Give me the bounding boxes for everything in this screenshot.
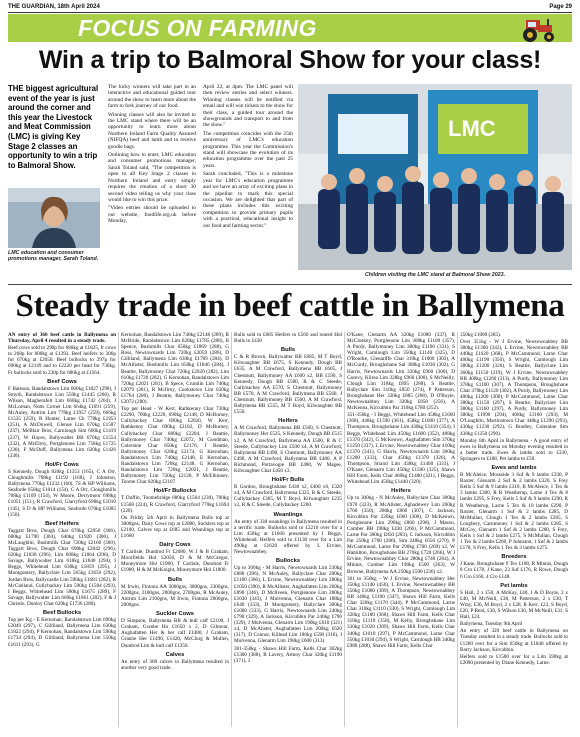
subheading: Beef Heifers [45, 520, 79, 527]
paragraph: Up to 300kg - N McAuley, Ballyclare Char 300kg £970 (323), R McAlister, Aghadowey Lim 260kg £760 (350), 280kg £860 (307), C Jackson, Kircubbin Par 220kg £660 (300), D McKeown, Portglenone Lim 298kg £800 (298), J Mason, Comber BB 198kg £430 (266), P McCammond, Larne Par 300kg £850 (283), C Jackson, Kircubbin Par 250kg £700 (280), Sim 248kg £650 (270), P McCammond, Larne Par 290kg £700 (269) x2, W Hamilton, Broughshane BB 270kg £720 (266), W J Ervine, Newtownabbey Char 280kg £740 (264), A Minnis, Comber Lim 190kg £500 (263), W Browne, Ballymena AA 250kg £590 (236) x2. [347, 495, 455, 575]
paragraph: Beef cows sold to 290p for 680kg at £1825, fr cows to 268p for 800kg at £1393. Beef heifers to 306p for 670kg at £2050. Beef bullocks to 297p for 690kg at £2149 and to £2220 per head for 730kg. Fr bullocks sold to 230p for 680kg at £1564. [8, 345, 116, 376]
paragraph: On Friday 5th April in Ballymena Bulls top at 3000gns, Dairy Cows top at £2080, Sucklers top at £2100, Calves top at £685 and Weanlings top at £1660 [121, 514, 229, 539]
subheading: Breeders [501, 554, 527, 561]
story1-intro: THE biggest agricultural event of the year is just around the corner and this year the Livestock and Meat Commission (LMC) is giving Key Stage 2 classes an opportunity to win a trip to Balmoral Show. [8, 84, 99, 170]
paragraph: Taggart Bros, Dough Char 670kg £2050 (306), 600kg £1790 (304), 640kg £1920 (300), J McLaughlin, Bushmills Char 720kg £2160 (300), Taggart Bros, Dough Char 690kg £2042 (296), 620kg £1838 (296), Lim 608kg £1864 (296), D Savage, Ballywalter Lim 618kg £1840 (294), I Beggs, Whitehead Lim 630kg £1859 (295), J Montgomery, Ballyclare Lim 565kg £1650 (292), Jordan Bros, Ballycastle Lim 596kg £1681 (282), R McClelland, Cullybackey Lim 590kg £1584 (293), I Beggs, Whitehead Lim 580kg £1675 (289), F Savage, Ballywalter Lim 660kg £1861 (282), F & J Christie, Dunloy Char 620kg £1736 (280). [8, 527, 116, 607]
story2-column-4 [347, 332, 455, 730]
paragraph: 301-350kg - Shaws Hill Farm, Kells Char 302kg £1300 (388), R Lavery, Armoy Char 320kg £1190 (371), J [234, 645, 342, 664]
paragraph: T Carlisle, Dundrod Fr £2080, W J & B Graham, Moorfields Hol £2050, D & M McGregor, Moneymore Hol £1900, T Carlisle, Dundrod Fr £1900, H & M McKnight, Moneymore Hol £1800. [121, 549, 229, 574]
story-divider [8, 284, 572, 285]
paragraph: A M Crawford, Ballymena BB £560, S Chestnutt, Ballymoney Her £525, S Kennedy, Dough BB £515 x2, A M Crawford, Ballymena AA £500, R & C Steede, Cullybackey Lim £500 x4, A M Crawford, Ballymena BB £490, S Chestnutt, Ballymoney AA £490, A M Crawford, Ballymena BB £480, A P Richmond, Portavogie BB £480, W Magee, Kilwaughter Char £450 x3. [234, 425, 342, 474]
paragraph: An entry of 330 weanlings in Ballymena resulted in a terrific trade. Bullocks sold to £2210 over for a Lim 458kg at £1660 presented by I Beggs, Whitehead. Heifers sold to £1130 over for a Lim 490kg at £1620 offered by L Ervine, Newtownabbey. [234, 518, 342, 556]
subheading: Hol/Fr Bullocks [153, 488, 197, 495]
subheading: Hol/Fr Cows [45, 461, 79, 468]
paragraph: Up to 300kg - M Harris, Newtownards Lim 230kg £880 (396), N McAuley, Ballyclare Char 200kg £1100 (366), L Ervine, Newtownabbey Lim 280kg £1050 (390), R McAllister, Aughafatten Lim 260kg £890 (346), D McIlveen, Portglenone Lim 280kg £1030 (343), J Mulvenna, Glenarm Char 188kg £640 (333), D Montgomery, Ballyclare 300kg £1000 (333), G Harris, Newtownards Lim 240kg £790 (329), A Jackson, Kircubbin Par 240kg £790 (329), J Mulvenna, Glenarm Lim 190kg £610 (321) x4, D McAlister, Aughafatten Lim 200kg £620 (317), D Connor, Killead Lim 180kg £590 (316), J Mulvenna, Glenarm Lim 198kg £600 (313). [234, 565, 342, 645]
masthead-left: THE GUARDIAN, 18th April 2024 [8, 4, 100, 10]
paragraph: C & R Brown, Ballywalter BB £685, M T Boyd, Kilwaughter BB £675, S Kennedy, Dough BB £635, A M Crawford, Ballymena BB £605, J Chestnutt, Ballymoney AA £600 x2, BB £590, S Kennedy, Dough BB £580, R & C Steede, Cullybackey AA £570, S Chestnutt, Ballymoney BB £570, A M Crawford, Ballymena BB £560, J Chestnutt, Ballymoney BB £560, A M Crawford, Ballymena BB £555, M T Boyd, Kilwaughter BB £550. [234, 354, 342, 416]
caption-children: Children visiting the LMC stand at Balmoral Show 2023. [364, 272, 506, 278]
paragraph: M Irwin, Fintona AA 3000gns, 3800gns, 2300gns, 2200gns, 2100gns, 2000gns, 2700gns, R McAuley, Antrim Lim 2100gns, M Irwin, Fintona 2600gns, 2000gns. [121, 583, 229, 608]
paragraph: Over 351kg - W J Ervine, Newtownabbey BB 380kg £1300 (342), L Ervine, Newtownabbey BB 440kg £1620 (368), P McCammond, Larne Char 400kg £1190 (350), S Wright, Carnlough Lim 380kg £1200 (326), S Beattie, Ballyclare Lim 360kg £1150 (319), W J Ervine, Newtownabbey BB 408kg £1260 (313), A Purdy, Ballymoney Lim 378kg £1100 (307), A Thompson, Broughshane Char 370kg £1120 (302), A Purdy, Ballymoney Lim 400kg £1200 (300), P McCammond, Larne Char 380kg £1150 (297), S Beattie, Ballyclare Lim 380kg £1160 (297), A Purdy, Ballymoney Lim 380kg £1090 (294), 408kg £1160 (293), M O'Loughlin, Martinstown Char 448kg £1290 (293), 430kg £1230 (292), G Bradley, Coleraine Sim 438kg £1250 (290). [460, 339, 568, 437]
paragraph: Kernohan, Randalstown Lim 740kg £2148 (289), R McBride, Randalstown Lim 620kg £1785 (288), B Spence, Bushmills Char 650kg £1869 (288), G Ross, Newtownards Lim 720kg £2059 (286), D Gilliland, Ballymena Lim 630kg £1789 (284), D McAllister, Bushmills Lim 650kg £1846 (284), J Beattie, Ballymoney Char 720kg £2020 (282), Lim 610kg £1720 (282), G Kernohan, Randalstown Lim 720kg £2021 (281), B Spece, Crumlin Lim 740kg £2079 (281), R McIlroy, Cookstown Lim 630kg £1764 (280), J Beattie, Ballymoney Char 740kg £2072 (280). [121, 332, 229, 406]
paragraph: Ballymena, Tuesday 9th April [460, 621, 523, 628]
top-rule [8, 12, 572, 13]
subheading: Weanlings [273, 511, 303, 518]
paragraph: The competition coincides with the 25th anniversary of LMC's education programme. This year the Commission's stand will showcase the evolution of its education programme over the past 25 years. [203, 130, 293, 169]
paragraph: O'Kane, Glenarm AA 320kg £1080 (337), R McCloskey, Portglenone Lim 308kg £1100 (357), A Purdy, Ballymoney Lim 380kg £1100 (331), S Wright, Carnlough Lim 350kg £1140 (325), D O'Rourke, Glenariffe Char 310kg £1000 (303), A McCurdy, Broughshane Sal 308kg £1030 (302), G Harris, Newtownards Lim 320kg £960 (300), D Gorevy, Kilrea Lim 328kg £960 (300), S McNeilly, Clough Lim 318kg £895 (288), S Beattie, Ballyclare Sim 310kg £850 (274), P Patterson, Broughshane Her 330kg £885 (268), D O'Boyle, Newtownabbey Lim 320kg £850 (256), A McKenna, Kircubbin Par 310kg £780 (252). [347, 332, 455, 412]
paragraph: R Gordon, Broughshane £430 x2, £400 x6, £320 x4, A M Crawford, Ballymena £325, R & C Steede, Cullybackey £365, M T Boyd, Kilwaughter £235 x2, R & C Steede, Cullybackey £200. [234, 484, 342, 509]
paragraph: Top per Kg - E Kernohan, Randalstown Lim 690kg £2049 (297), C Gilliland, Ballymena Lim 630kg £1822 (294), P Kernohan, Randalstown Lim 590kg £1734 (294), D Gilliland, Ballymena Lim 550kg £1611 (293), G [8, 617, 116, 648]
subheading: Bullocks [275, 558, 301, 565]
subheading: Bulls [280, 347, 296, 354]
sarah-toland-photo [8, 188, 100, 248]
subheading: Beef Bullocks [42, 610, 82, 617]
paragraph: S Hall, 2 x £50, A McKay, £40, J & D Boyle, 2 x £40, M McNeill, £38, M Patterson, 2 x £30, T Wray, £30, M Boyd, 2 x £28, R Kerr, £23, S Boyd, £20, P Reid, £30, S Wilson £36, M McNeill, £31, S Hall, £24. [460, 589, 568, 621]
paragraph: An entry of 300 calves in Ballymena resulted in another very good trade. [121, 658, 229, 671]
poster-lmc-text: LMC [448, 116, 496, 141]
paragraph: AN entry of 360 beef cattle in Ballymena on Thursday, April 4 resulted in a steady trade. [8, 332, 116, 345]
paragraph: Outlining how to enter, LMC education and consumer promotions manager, Sarah Toland said, "The competition is open to all Key Stage 2 classes in Northern Ireland and entry simply requires the creation of a short 30 second video telling us why your class would like to win this prize. [108, 152, 196, 203]
paragraph: Monday 8th April in Ballymena - A good entry of ewes in Ballymena on Monday evening resulted in a better trade. Ewes & lambs sold to £330, Springers to £188, Pet lambs to £50. [460, 437, 568, 462]
story2-column-2 [121, 332, 229, 730]
story2-column-3 [234, 332, 342, 730]
paragraph: Bulls sold to £685 Heifers to £560 and reared Hol Bulls to £430 [234, 332, 342, 345]
column-rule [231, 332, 232, 727]
tractor-icon [512, 14, 558, 44]
story2-headline: Steady trade in beef cattle in Ballymena [15, 288, 565, 324]
story2-column-1 [8, 332, 116, 730]
subheading: Beef Cows [47, 378, 77, 385]
paragraph: Winning classes will also be invited to the LMC stand where there will be an opportunity to learn more about Northern Ireland Farm Quality Assured (NIFQA) beef and lamb and to receive goodie bags. [108, 111, 196, 150]
paragraph: 301 to 350kg - W J Ervine, Newtownabbey Her 350kg £1140 (456), L Ervine, Newtownabbey BB 350kg £1080 (309), A Thompson, Newtownabbey BB 340kg £1100 (347), Shaws Hill Farm, Kells Char 320kg £1170 (344), P McCammond, Larne Char 310kg £1110 (330), S Wright, Carnlough Lim 320kg £1180 (368), Shaws Hill Farm, Kells Char 310kg £1110 (358), M Kelly, Broughshane Lim 330kg £1020 (309), Shaws Hill Farm, Kells Char 340kg £1010 (297), P McCammond, Larne Char 350kg £1030 (294), S Wright, Carnlough BB 340kg £980 (288), Shaws Hill Farm, Kells Char [347, 575, 455, 649]
paragraph: Heifers sold to £1500 over for a Lim 590kg at £2090 presented by Diane Kennedy, Larne. [460, 653, 568, 666]
column-rule [457, 332, 458, 727]
story2-column-5 [460, 332, 568, 730]
paragraph: 351-350kg - I Beggs, Whitehead Lim 458kg £1660 (368), 448kg £1590 (361), 458kg £1600 (377), A Thompson, Broughshane Lim 430kg £1410 (354), I Beggs, Whitehead Lim 450kg £1600 (352), 408kg £1370 (342), G McKeown, Aughafatten Sim 370kg £1250 (337), L Ervine, Newtownabbey Char 410kg £1370 (341), G Harris, Newtownards Lim 360kg £1200 (333), Char 450kg £1370 (326), A Thompson, Strand Lim 438kg £1460 (333), J O'Kane, Glenarm Lim 450kg £1500 (325), Shaws Hill Farm, Kells Char 460kg £1480 (321), I Beggs, Whitehead Lim 450kg £1440 (320). [347, 412, 455, 486]
subheading: Pet lambs [500, 582, 528, 589]
paragraph: B McAleice, Mossside 3 Suf & 9 lambs £330, P Baxter, Glenarm 2 Suf & 2 lambs £320, S Frey Kells 5 Suf & 9 lambs £310, B McAleice, 1 Tex & 3 lambs £300, R R Weatherup, Larne 4 Tex & 8 lambs £295, S Frey, Kells 5 Suf & 9 lambs £290, R R Weatherup, Larne 5 Tex & 10 lambs £290, P Baxter, Glenarm 1 Suf & 2 lambs £285, D McMullan, Clough 1 Tex & 2 lambs £285, S Loughery, Carnmoney 1 Suf & 2 lambs £285, S McCoy, Glenarm 1 Suf & 2 lambs £280, S Frey, Kells 1 Suf & 2 lambs £275, S McMullan, Clough 1 Tex & 2 lambs £260, P Johnston, 1 Suf & 2 lambs £178, S Frey, Kells 1 Tex & 3 lambs £275. [460, 472, 568, 552]
subheading: Hol/Fr Bulls [271, 477, 305, 484]
subheading: Ewes and lambs [491, 464, 537, 471]
subheading: Dairy Cows [159, 542, 191, 549]
paragraph: Sarah concluded, "This is a milestone year for LMC's education programme and we have an array of exciting plans in the pipeline to mark this special occasion. We are delighted that part of these plans includes this exciting competition to provide primary pupils with a practical, educational insight to our food and farming sector." [203, 171, 293, 229]
paragraph: S Kennedy, Dough 820kg £1353 (165), C A Orr, Cloughmills 708kg £1192 (168), J Johnston, Ballymena 770kg £1232 (160), 7S & HP Williams, Seaforde 658kg £1014 (154), C A Orr, Cloughmills 708kg £1109 (154), W Moore, Derrymoor 698kg £1051 (151), R Crawford, Glarryford 698kg £1010 (145), S D & HP Williams, Seaforde 670kg £1005 (150). [8, 468, 116, 518]
paragraph: J Kane, Broughshane 9 Tex £188, R Minnis, Dough 8 Cro £178, J Kane, 23 Suf £176, R Rowe, Dough 6 Cro £160, 4 Cro £148. [460, 561, 568, 580]
masthead [8, 2, 572, 12]
caption-sarah-toland: LMC education and consumer promotions manager, Sarah Toland. [8, 250, 99, 263]
subheading: Suckler Cows [155, 611, 195, 618]
page-number: Page 29 [549, 4, 572, 10]
paragraph: F Bateson, Randalstown Lim 600kg £1827 (290), J Smyth, Randalstown Lim 550kg £1445 (266), R Wilson, Magherafelt Lim 668kg £1742 (264), J McLornan, Nutts Corner Lim 664kg £1691 (259), McAuley, Antrim Lim 778kg £1957 (259), 666kg £1535 (259), R Hunter, Larne Ch 778kg £1953 (251), A McDowell, Glenoe Lim 670kg £1587 (237), McBlair Bros, Carnlough Sim 600kg £1419 (237), W Hayes, Ballywalter BB 670kg £1554 (232), A McElroy, Portglenone Lim 758kg £1725 (230), F McDuff, Ballymena Lim 620kg £1426 (230). [8, 385, 116, 459]
story1-headline: Win a trip to Balmoral Show for your class! [38, 46, 542, 74]
subheading: Heifers [391, 488, 411, 495]
section-title: FOCUS ON FARMING [78, 14, 317, 41]
children-lmc-stand-photo [298, 84, 572, 270]
subheading: Heifers [278, 418, 298, 425]
paragraph: "Video entries should be uploaded to our website, foodlife.org.uk before Monday, [108, 205, 196, 225]
subheading: Calves [165, 651, 185, 658]
paragraph: An entry of 320 beef cattle in Ballymena on Tuesday resulted in a steady trade. Bullocks sold to £1260 over for a Sim 650kg at £1840 offered by Barry Jackson, Kircubbin. [460, 628, 568, 653]
story1-col2 [108, 84, 196, 279]
story1-col3 [203, 84, 293, 279]
column-rule [118, 332, 119, 727]
column-rule [344, 332, 345, 727]
paragraph: The lucky winners will take part in an interactive and educational guided tour around the show to learn more about the farm to fork journey of our food. [108, 84, 196, 110]
paragraph: 350kg £1000 (285). [460, 332, 502, 338]
subheading: Bulls [167, 576, 183, 583]
section-banner [8, 14, 572, 42]
paragraph: Top per Head - W Kerr, Rathkenny Char 730kg £2290, 700kg £2220, 690kg £2148, D McBurney, Cullybackey Char 690kg £2020, W Kerr, Rathkenny Char 690kg £2182, D McBurney, Cullybackey Char 680kg £2204, J Beattie, Ballymoney Char 740kg £2072, M Goodman, Coleraine Char 850kg £2176, J Beattie, Ballymoney Char 620kg £2174, G Kernohan, Randalstown Lim 740kg £2148, E Kernohan, Randalstown Lim 720kg £2148, G Kernohan, Randalstown Lim 720kg £2021, J Beattie, Ballymoney Lim 720kg £2128, P McElhinney, Toome Char 820kg £2107. [121, 406, 229, 486]
paragraph: April 22, at 4pm. The LMC panel will then review entries and select winners. Winning classes will be notified via email and will win tickets to the show for their class, a guided tour around the showgrounds and transport to and from the show." [203, 84, 293, 129]
paragraph: T Duffin, Toomebridge 680kg £1564 (230), 700kg £1568 (224), R Crawford, Glarryford 770kg £1694 (220). [121, 495, 229, 514]
paragraph: D Simpson, Ballymena BB & bull calf £2100, J Graham, Granbe Ho £1650 x 2, D Gilmour, Aughafatten Her & her calf £1480, J Graham, Granbe Her £1490, £1420, McClurg & Mullen, Dundrod Lim & bull calf £1350. [121, 618, 229, 649]
